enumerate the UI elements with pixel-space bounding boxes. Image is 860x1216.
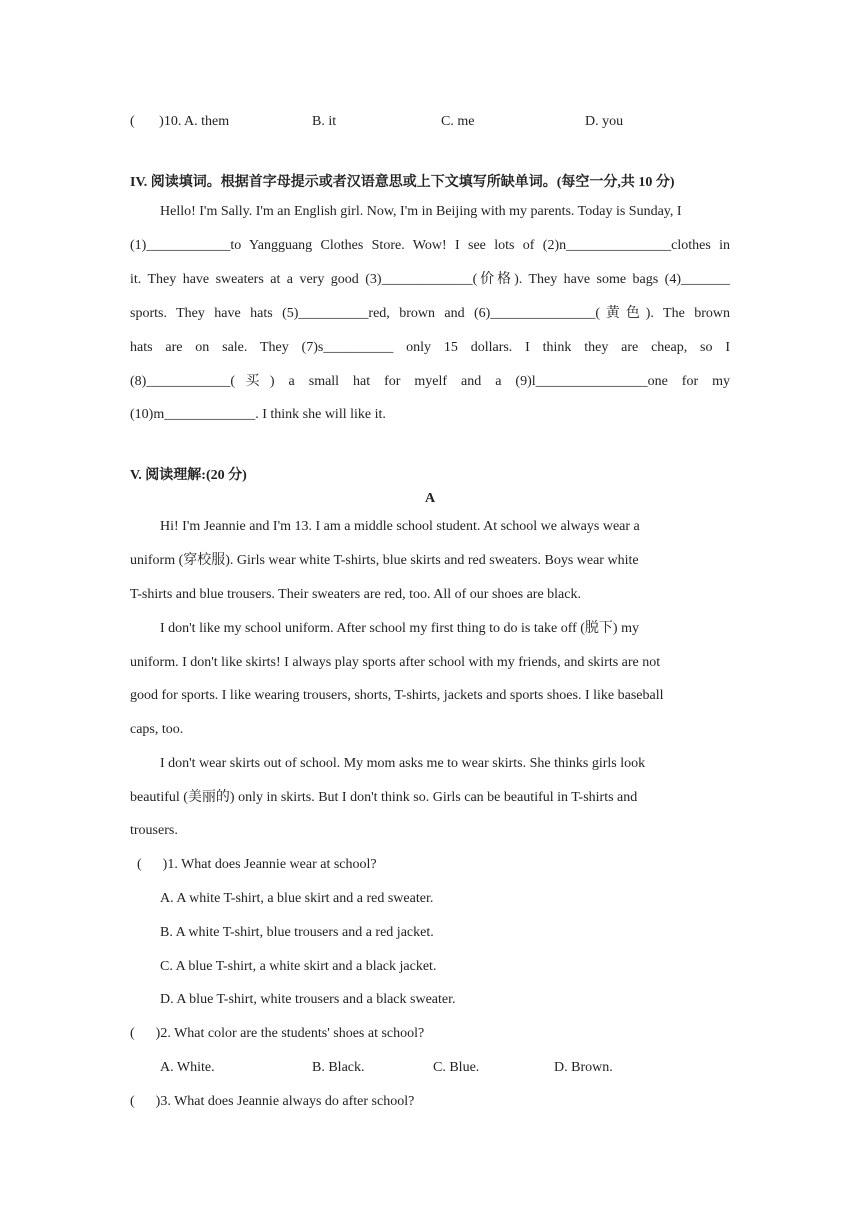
passage-line: trousers.	[130, 823, 178, 838]
section-4-heading: IV. 阅读填词。根据首字母提示或者汉语意思或上下文填写所缺单词。(每空一分,共 10 分)	[130, 175, 675, 190]
question-10-option-d: D. you	[585, 114, 624, 129]
question-2-option-b: B. Black.	[312, 1060, 365, 1075]
cloze-line: sports. They have hats (5)__________red, brown and (6)_______________(黄色). The brown	[130, 306, 730, 321]
passage-line: good for sports. I like wearing trousers, shorts, T-shirts, jackets and sports shoes. I like baseball	[130, 688, 664, 703]
passage-line: I don't wear skirts out of school. My mom asks me to wear skirts. She thinks girls look	[160, 756, 646, 771]
passage-line: I don't like my school uniform. After school my first thing to do is take off (脱下) my	[160, 621, 639, 636]
cloze-line: hats are on sale. They (7)s__________ only 15 dollars. I think they are cheap, so I	[130, 340, 730, 355]
cloze-line: it. They have sweaters at a very good (3)_____________(价格). They have some bags (4)_______	[130, 272, 730, 287]
question-10-option-c: C. me	[441, 114, 475, 129]
cloze-line: (1)____________to Yangguang Clothes Store. Wow! I see lots of (2)n_______________clothes in	[130, 238, 730, 253]
section-5-heading: V. 阅读理解:(20 分)	[130, 468, 247, 483]
passage-line: beautiful (美丽的) only in skirts. But I don't think so. Girls can be beautiful in T-shirts and	[130, 790, 638, 805]
passage-line: uniform. I don't like skirts! I always play sports after school with my friends, and skirts are not	[130, 655, 661, 670]
question-1-option-a: A. A white T-shirt, a blue skirt and a red sweater.	[160, 891, 434, 906]
passage-line: T-shirts and blue trousers. Their sweaters are red, too. All of our shoes are black.	[130, 587, 581, 602]
passage-line: uniform (穿校服). Girls wear white T-shirts, blue skirts and red sweaters. Boys wear white	[130, 553, 639, 568]
question-2-option-c: C. Blue.	[433, 1060, 480, 1075]
question-1-option-b: B. A white T-shirt, blue trousers and a red jacket.	[160, 925, 434, 940]
passage-label: A	[424, 491, 436, 506]
question-2-option-d: D. Brown.	[554, 1060, 613, 1075]
cloze-line: (8)____________(买) a small hat for myelf and a (9)l________________one for my	[130, 374, 730, 389]
question-2-option-a: A. White.	[160, 1060, 215, 1075]
cloze-line: Hello! I'm Sally. I'm an English girl. Now, I'm in Beijing with my parents. Today is Sunday, I	[160, 204, 682, 219]
cloze-line: (10)m_____________. I think she will like it.	[130, 407, 386, 422]
passage-line: Hi! I'm Jeannie and I'm 13. I am a middle school student. At school we always wear a	[160, 519, 640, 534]
question-1-option-c: C. A blue T-shirt, a white skirt and a black jacket.	[160, 959, 437, 974]
question-1-option-d: D. A blue T-shirt, white trousers and a black sweater.	[160, 992, 456, 1007]
question-2-stem: ( )2. What color are the students' shoes at school?	[130, 1026, 425, 1041]
question-3-stem: ( )3. What does Jeannie always do after school?	[130, 1094, 415, 1109]
question-10-stem: ( )10. A. them	[130, 114, 230, 129]
question-10-option-b: B. it	[312, 114, 337, 129]
passage-line: caps, too.	[130, 722, 184, 737]
question-1-stem: ( )1. What does Jeannie wear at school?	[137, 857, 377, 872]
